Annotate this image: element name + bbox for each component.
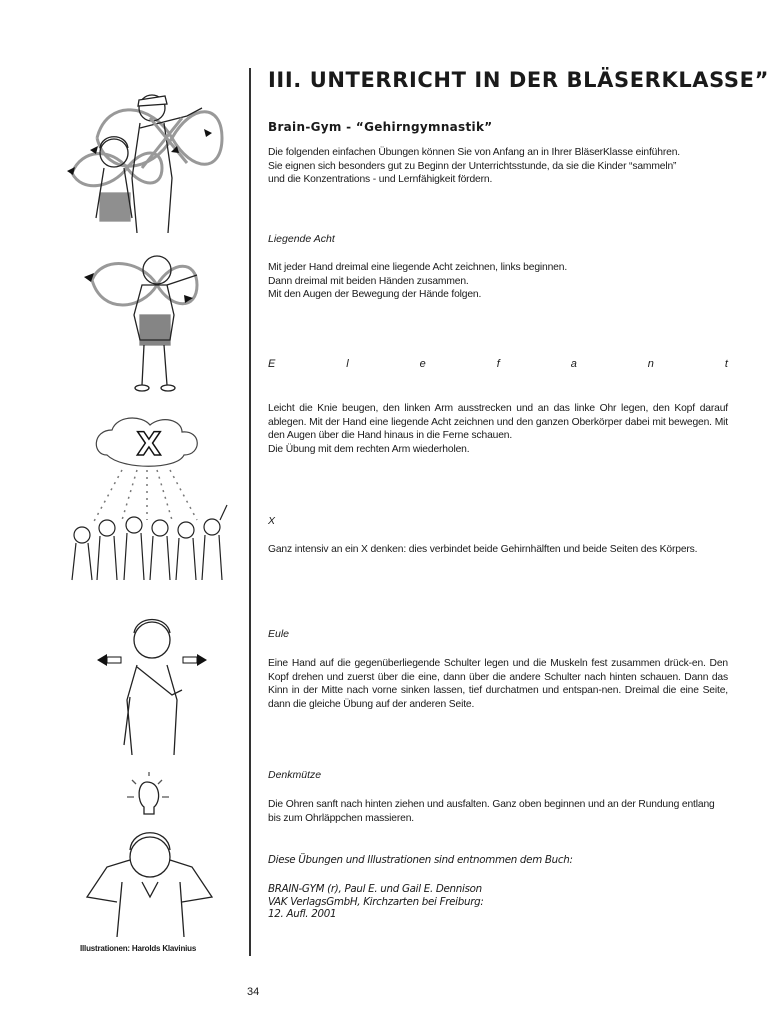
heading-letter: n (647, 358, 654, 370)
source-intro: Diese Übungen und Illustrationen sind entnommen dem Buch: (268, 854, 573, 866)
intro-line: Die folgenden einfachen Übungen können Sie von Anfang an in Ihrer BläserKlasse einführen. (268, 147, 680, 158)
exercise-line: Dann dreimal mit beiden Händen zusammen. (268, 275, 469, 287)
heading-letter: f (496, 358, 500, 370)
illustration-credit: Illustrationen: Harolds Klavinius (80, 944, 197, 953)
exercise-paragraph: Die Übung mit dem rechten Arm wiederholen. (268, 444, 470, 456)
citation-line: 12. Aufl. 2001 (268, 908, 337, 921)
illustration-eule (62, 605, 252, 755)
exercise-text-liegende-acht (268, 261, 728, 302)
exercise-line: Mit jeder Hand dreimal eine liegende Acht zeichnen, links beginnen. (268, 262, 568, 273)
exercise-heading-denkmuetze: Denkmütze (268, 769, 322, 781)
heading-letter: l (346, 358, 349, 370)
heading-letter: e (419, 358, 426, 370)
illustration-liegende-acht-pair (62, 78, 252, 234)
exercise-heading-liegende-acht: Liegende Acht (268, 233, 335, 245)
exercise-text-x: Ganz intensiv an ein X denken: dies verbindet beide Gehirnhälften und beide Seiten des Körpers. (268, 544, 698, 555)
heading-letter: t (724, 358, 728, 370)
intro-line: und die Konzentrations - und Lernfähigkeit fördern. (268, 174, 493, 186)
exercise-heading-x: X (268, 515, 276, 527)
exercise-paragraph: Leicht die Knie beugen, den linken Arm ausstrecken und an das linke Ohr legen, den Kopf darauf ablegen. Mit der Hand eine liegende Acht zeichnen und den ganzen Oberkörper dabei mit bewegen. Mit den Augen über die Hand hinaus in die Ferne schauen. (268, 403, 728, 442)
exercise-heading-elefant (268, 358, 728, 370)
intro-paragraph (268, 146, 728, 187)
heading-letter: E (268, 358, 276, 370)
intro-line: Sie eignen sich besonders gut zu Beginn der Unterrichtsstunde, da sie die Kinder “sammeln” (268, 160, 677, 172)
illustration-denkmuetze (62, 772, 252, 937)
heading-letter: a (570, 358, 577, 370)
illustration-x-cloud-group (62, 410, 252, 588)
exercise-heading-eule: Eule (268, 628, 290, 640)
exercise-text-eule: Eine Hand auf die gegenüberliegende Schulter legen und die Muskeln fest zusammen drück-en. Den Kopf drehen und zuerst über die eine, dann über die andere Schulter nach hinten schauen. Dann das Kinn in der Mitte nach vorne sinken lassen, tief durchatmen und entspan-nen. Dreimal die eine Seite, dann die gleiche Übung auf der anderen Seite. (268, 658, 728, 711)
page-number: 34 (247, 986, 260, 998)
section-subtitle: Brain-Gym - “Gehirngymnastik” (268, 120, 493, 134)
exercise-text-elefant (268, 402, 728, 457)
cloud-x-letter: X (136, 425, 162, 463)
illustration-elefant (62, 245, 252, 395)
exercise-text-denkmuetze: Die Ohren sanft nach hinten ziehen und ausfalten. Ganz oben beginnen und an der Rundung entlang bis zum Ohrläppchen massieren. (268, 799, 715, 824)
chapter-title: III. UNTERRICHT IN DER BLÄSERKLASSE” (268, 68, 770, 92)
exercise-line: Mit den Augen der Bewegung der Hände folgen. (268, 289, 482, 301)
source-citation (268, 883, 484, 921)
citation-line: VAK VerlagsGmbH, Kirchzarten bei Freiburg: (268, 895, 484, 908)
citation-line: BRAIN-GYM (r), Paul E. und Gail E. Dennison (268, 883, 482, 895)
